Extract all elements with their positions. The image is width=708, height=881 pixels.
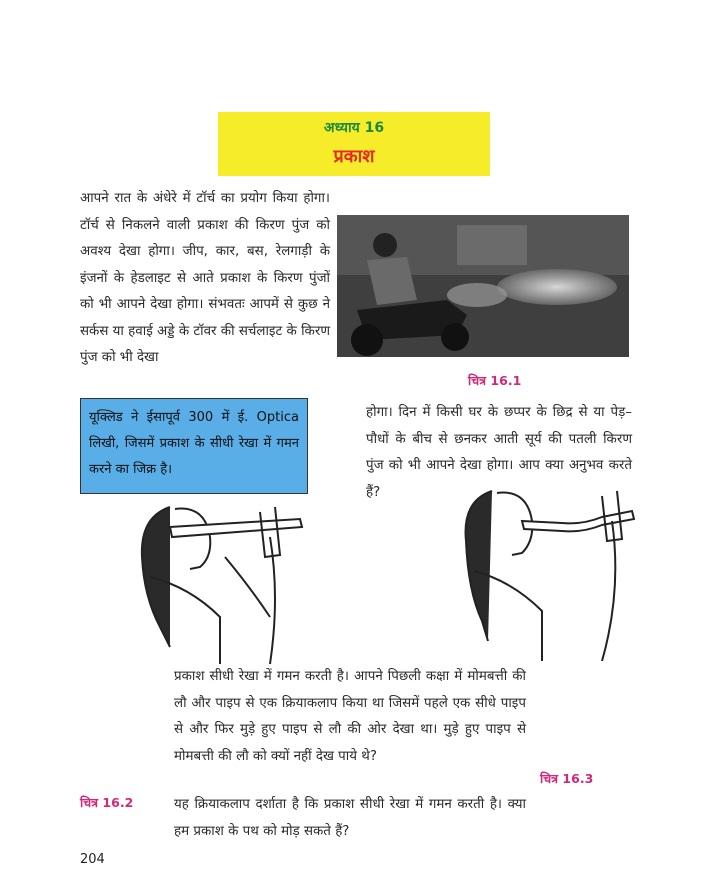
page-number: 204: [80, 852, 105, 867]
chapter-number: अध्याय 16: [323, 120, 385, 136]
conclusion-paragraph: यह क्रियाकलाप दर्शाता है कि प्रकाश सीधी रेखा में गमन करती है। क्या हम प्रकाश के पथ को मोड़ सकते हैं?: [174, 797, 526, 839]
girl-straight-pipe-illustration: [130, 497, 312, 664]
info-box: [80, 398, 308, 494]
continued-paragraph: होगा। दिन में किसी घर के छप्पर के छिद्र से या पेड़–पौधों के बीच से छनकर आती सूर्य की पतली किरण पुंज को भी आपने देखा होगा। आप क्या अनुभव करते हैं?: [366, 405, 632, 500]
info-box-text: यूक्लिड ने ईसापूर्व 300 में ई. Optica लिखी, जिसमें प्रकाश के सीधी रेखा में गमन करने का जिक्र है।: [89, 410, 299, 477]
motorcycle-headlight-photo: [337, 215, 629, 357]
girl-bent-pipe-illustration: [452, 481, 640, 661]
activity-paragraph: प्रकाश सीधी रेखा में गमन करती है। आपने पिछली कक्षा में मोमबत्ती की लौ और पाइप से एक क्रियाकलाप किया था जिसमें पहले एक सीधे पाइप से और फिर मुड़े हुए पाइप से लौ की ओर देखा था। मुड़े हुए पाइप से मोमबत्ती की लौ को क्यों नहीं देख पाये थे?: [174, 669, 526, 764]
figure-caption-16-3: चित्र 16.3: [540, 771, 594, 786]
intro-paragraph: आपने रात के अंधेरे में टॉर्च का प्रयोग किया होगा। टॉर्च से निकलने वाली प्रकाश की किरण पुंज को अवश्य देखा होगा। जीप, कार, बस, रेलगाड़ी के इंजनों के हेडलाइट से आते प्रकाश के किरण पुंजों को भी आपने देखा होगा। संभवतः आपमें से कुछ ने सर्कस या हवाई अड्डे के टॉवर की सर्चलाइट के किरण पुंज को भी देखा: [80, 191, 330, 365]
chapter-banner: [218, 112, 490, 176]
chapter-title: प्रकाश: [333, 146, 375, 167]
figure-caption-16-2: चित्र 16.2: [80, 795, 134, 810]
figure-caption-16-1: चित्र 16.1: [468, 373, 522, 388]
